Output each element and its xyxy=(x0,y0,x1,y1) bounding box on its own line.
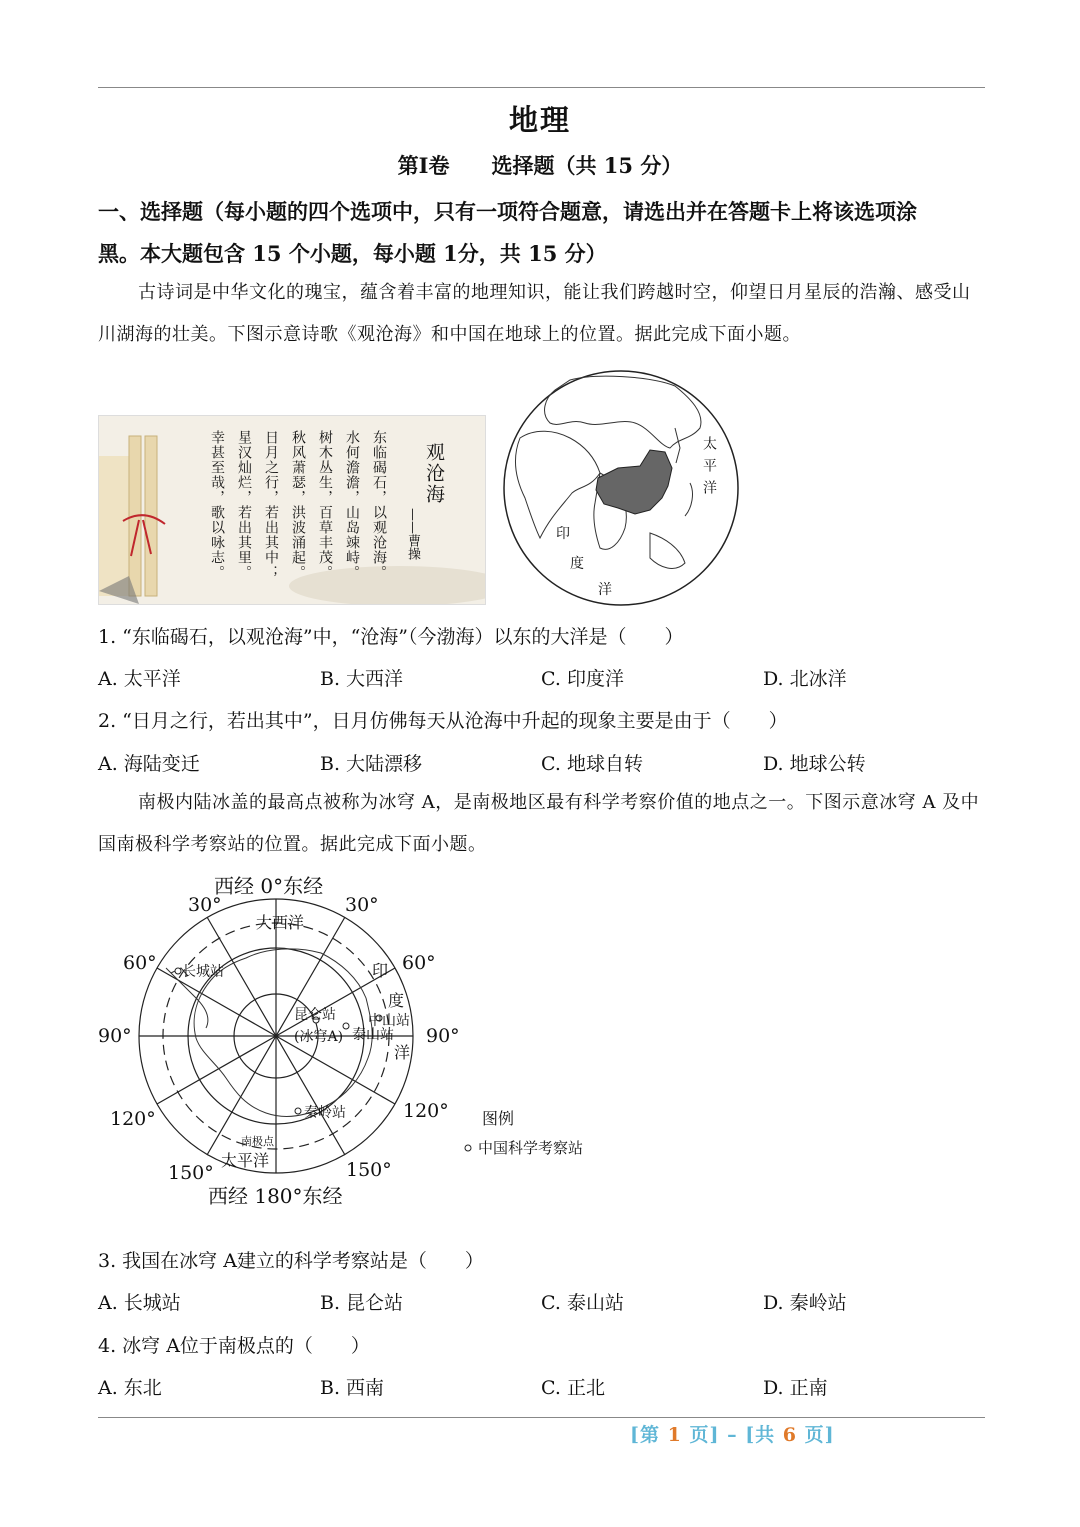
section-desc: 选择题（共 15 分） xyxy=(491,153,683,178)
question-2: 2. “日月之行，若出其中”，日月仿佛每天从沧海中升起的现象主要是由于（ ） xyxy=(98,710,788,732)
q3-option-b[interactable]: B. 昆仑站 xyxy=(320,1292,404,1314)
poem-scroll-figure xyxy=(98,415,486,605)
deg-120-left: 120° xyxy=(110,1108,156,1130)
q1-option-b[interactable]: B. 大西洋 xyxy=(320,668,404,690)
q1-option-c[interactable]: C. 印度洋 xyxy=(541,668,624,690)
globe-label-indian-du: 度 xyxy=(570,556,584,572)
intro-paragraph-1: 古诗词是中华文化的瑰宝，蕴含着丰富的地理知识，能让我们跨越时空，仰望日月星辰的浩瀚、感受山川湖海的壮美。下图示意诗歌《观沧海》和中国在地球上的位置。据此完成下面小题。 xyxy=(98,282,971,345)
intro-paragraph-2: 南极内陆冰盖的最高点被称为冰穹 A，是南极地区最有科学考察价值的地点之一。下图示意冰穹 A 及中国南极科学考察站的位置。据此完成下面小题。 xyxy=(98,792,980,855)
part1-line2: 黑。本大题包含 15 个小题，每小题 1分，共 15 分） xyxy=(98,241,607,266)
q2-option-d[interactable]: D. 地球公转 xyxy=(763,753,866,775)
section-heading xyxy=(0,150,1080,180)
map-top-label: 西经 0°东经 xyxy=(214,874,324,898)
label-kunlun: 昆仑站 xyxy=(294,1007,336,1023)
bottom-rule xyxy=(98,1417,985,1418)
label-south-pole: 南极点 xyxy=(241,1135,274,1148)
globe-label-pacific: 太平洋 xyxy=(701,436,717,502)
q4-option-d[interactable]: D. 正南 xyxy=(763,1377,828,1399)
q3-option-d[interactable]: D. 秦岭站 xyxy=(763,1292,847,1314)
poem-title: 观沧海 xyxy=(423,442,445,505)
globe-label-indian-yin: 印 xyxy=(556,526,570,542)
deg-30-right: 30° xyxy=(345,894,379,916)
footer-total-pages: 6 xyxy=(782,1424,798,1446)
deg-150-right: 150° xyxy=(346,1159,392,1181)
label-taishan: 泰山站 xyxy=(352,1027,394,1043)
page-footer xyxy=(630,1420,835,1447)
deg-120-right: 120° xyxy=(403,1100,449,1122)
page-title: 地理 xyxy=(508,103,571,137)
q2-option-c[interactable]: C. 地球自转 xyxy=(541,753,643,775)
part1-line1: 一、选择题（每小题的四个选项中，只有一项符合题意，请选出并在答题卡上将该选项涂 xyxy=(98,199,917,224)
label-indian-1: 印 xyxy=(372,961,389,980)
label-indian-3: 洋 xyxy=(394,1043,411,1062)
label-indian-2: 度 xyxy=(388,991,405,1010)
footer-open1: [第 xyxy=(630,1424,668,1446)
q3-option-c[interactable]: C. 泰山站 xyxy=(541,1292,624,1314)
section-label: 第Ⅰ卷 xyxy=(397,153,450,178)
label-qinling: 秦岭站 xyxy=(304,1105,346,1121)
question-4: 4. 冰穹 A位于南极点的（ ） xyxy=(98,1335,370,1357)
top-rule xyxy=(98,87,985,88)
poem-col-4: 秋风萧瑟，洪波涌起。 xyxy=(290,430,306,580)
label-atlantic: 大西洋 xyxy=(256,913,305,932)
label-pacific: 太平洋 xyxy=(221,1151,270,1170)
poem-col-7: 幸甚至哉，歌以咏志。 xyxy=(209,430,225,580)
deg-150-left: 150° xyxy=(168,1162,214,1184)
deg-90-left: 90° xyxy=(98,1025,132,1047)
poem-col-5: 日月之行，若出其中； xyxy=(263,430,279,580)
deg-30-left: 30° xyxy=(188,894,222,916)
footer-close2: 页] xyxy=(797,1424,835,1446)
deg-90-right: 90° xyxy=(426,1025,460,1047)
globe-label-indian-yang: 洋 xyxy=(598,582,612,598)
q2-option-b[interactable]: B. 大陆漂移 xyxy=(320,753,423,775)
poem-author: ——曹操 xyxy=(405,508,420,560)
legend-title: 图例 xyxy=(482,1109,515,1128)
footer-page-number: 1 xyxy=(667,1424,682,1446)
q3-option-a[interactable]: A. 长城站 xyxy=(98,1292,181,1314)
poem-col-1: 东临碣石，以观沧海。 xyxy=(371,430,387,580)
q1-option-a[interactable]: A. 太平洋 xyxy=(98,668,181,690)
q4-option-a[interactable]: A. 东北 xyxy=(98,1377,162,1399)
question-3: 3. 我国在冰穹 A建立的科学考察站是（ ） xyxy=(98,1250,484,1272)
map-bottom-label: 西经 180°东经 xyxy=(208,1184,343,1208)
antarctic-map-figure xyxy=(96,868,596,1208)
footer-dash: – xyxy=(719,1424,746,1446)
deg-60-right: 60° xyxy=(402,952,436,974)
label-dome-a: (冰穹A) xyxy=(294,1029,344,1045)
poem-col-3: 树木丛生，百草丰茂。 xyxy=(317,430,333,580)
globe-figure xyxy=(500,368,742,608)
footer-open2: [共 xyxy=(745,1424,783,1446)
poem-col-2: 水何澹澹，山岛竦峙。 xyxy=(344,430,360,580)
q1-option-d[interactable]: D. 北冰洋 xyxy=(763,668,847,690)
poem-col-6: 星汉灿烂，若出其里。 xyxy=(236,430,252,580)
question-1: 1. “东临碣石，以观沧海”中，“沧海”（今渤海）以东的大洋是（ ） xyxy=(98,626,684,648)
legend-item: 中国科学考察站 xyxy=(478,1139,584,1157)
q4-option-c[interactable]: C. 正北 xyxy=(541,1377,605,1399)
q4-option-b[interactable]: B. 西南 xyxy=(320,1377,385,1399)
deg-60-left: 60° xyxy=(123,952,157,974)
q2-option-a[interactable]: A. 海陆变迁 xyxy=(98,753,200,775)
label-changcheng: 长城站 xyxy=(182,964,224,980)
footer-close1: 页] xyxy=(681,1424,720,1446)
label-zhongshan: 中山站 xyxy=(368,1013,410,1029)
